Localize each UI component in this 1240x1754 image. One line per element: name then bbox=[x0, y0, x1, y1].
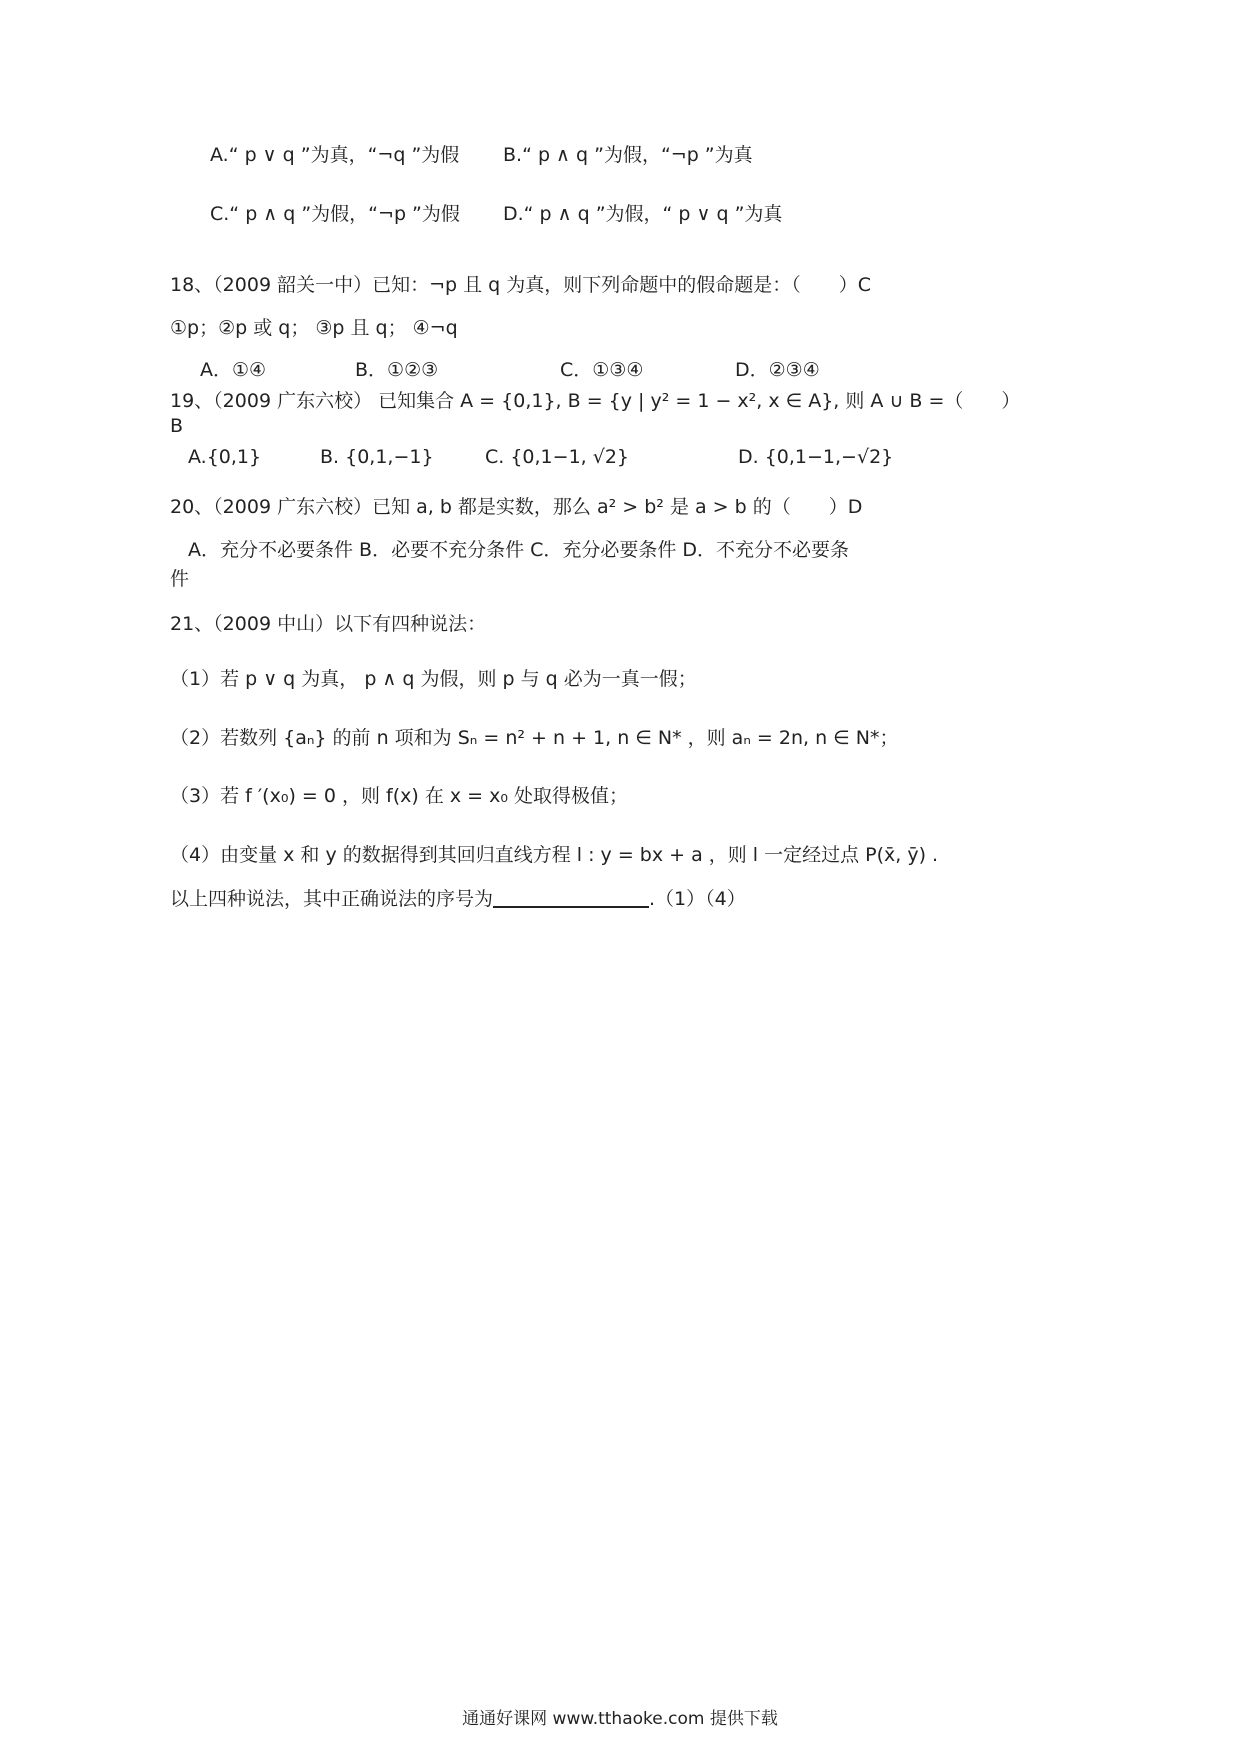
q21-conclusion-suffix: .（1）（4） bbox=[649, 888, 746, 910]
q19-option-a: A.{0,1} bbox=[188, 446, 262, 468]
q17-option-d: D.“ p ∧ q ”为假，“ p ∨ q ”为真 bbox=[503, 203, 783, 225]
q21-statement-4: （4）由变量 x 和 y 的数据得到其回归直线方程 l : y = bx + a ，则 l 一定经过点 P(x̄, ȳ) . bbox=[170, 844, 939, 866]
q21-statement-2: （2）若数列 {aₙ} 的前 n 项和为 Sₙ = n² + n + 1, n ∈ N* ，则 aₙ = 2n, n ∈ N*； bbox=[170, 727, 899, 749]
q18-option-a: A．①④ bbox=[200, 359, 267, 381]
q21-statement-3: （3）若 f ′(x₀) = 0 ，则 f(x) 在 x = x₀ 处取得极值； bbox=[170, 785, 629, 807]
q21-conclusion-prefix: 以上四种说法，其中正确说法的序号为 bbox=[170, 888, 494, 910]
q17-option-b: B.“ p ∧ q ”为假，“¬p ”为真 bbox=[503, 144, 753, 166]
answer-blank[interactable] bbox=[493, 886, 649, 908]
q20-options-line1: A．充分不必要条件 B．必要不充分条件 C．充分必要条件 D．不充分不必要条 bbox=[188, 539, 850, 561]
q20-options-line2: 件 bbox=[170, 568, 190, 590]
q17-option-a: A.“ p ∨ q ”为真，“¬q ”为假 bbox=[210, 144, 460, 166]
q18-option-c: C．①③④ bbox=[560, 359, 644, 381]
page-footer: 通通好课网 www.tthaoke.com 提供下载 bbox=[462, 1709, 778, 1729]
q18-option-d: D．②③④ bbox=[735, 359, 820, 381]
q19-option-c: C. {0,1−1, √2} bbox=[485, 446, 630, 468]
q18-stem: 18、（2009 韶关一中）已知：¬p 且 q 为真，则下列命题中的假命题是：（ ）C bbox=[170, 274, 871, 296]
q19-option-b: B. {0,1,−1} bbox=[320, 446, 434, 468]
q19-stem: 19、（2009 广东六校） 已知集合 A = {0,1}, B = {y | y² = 1 − x², x ∈ A}, 则 A ∪ B =（ ） bbox=[170, 390, 1021, 412]
q20-stem: 20、（2009 广东六校）已知 a, b 都是实数，那么 a² > b² 是 a > b 的（ ）D bbox=[170, 496, 863, 518]
q21-conclusion bbox=[170, 884, 746, 911]
q19-answer: B bbox=[170, 415, 184, 437]
q17-option-c: C.“ p ∧ q ”为假，“¬p ”为假 bbox=[210, 203, 460, 225]
q21-statement-1: （1）若 p ∨ q 为真， p ∧ q 为假，则 p 与 q 必为一真一假； bbox=[170, 668, 697, 690]
q18-option-b: B．①②③ bbox=[355, 359, 439, 381]
q18-items: ①p；②p 或 q； ③p 且 q； ④¬q bbox=[170, 317, 458, 339]
q21-stem: 21、（2009 中山）以下有四种说法： bbox=[170, 613, 487, 635]
q19-option-d: D. {0,1−1,−√2} bbox=[738, 446, 894, 468]
